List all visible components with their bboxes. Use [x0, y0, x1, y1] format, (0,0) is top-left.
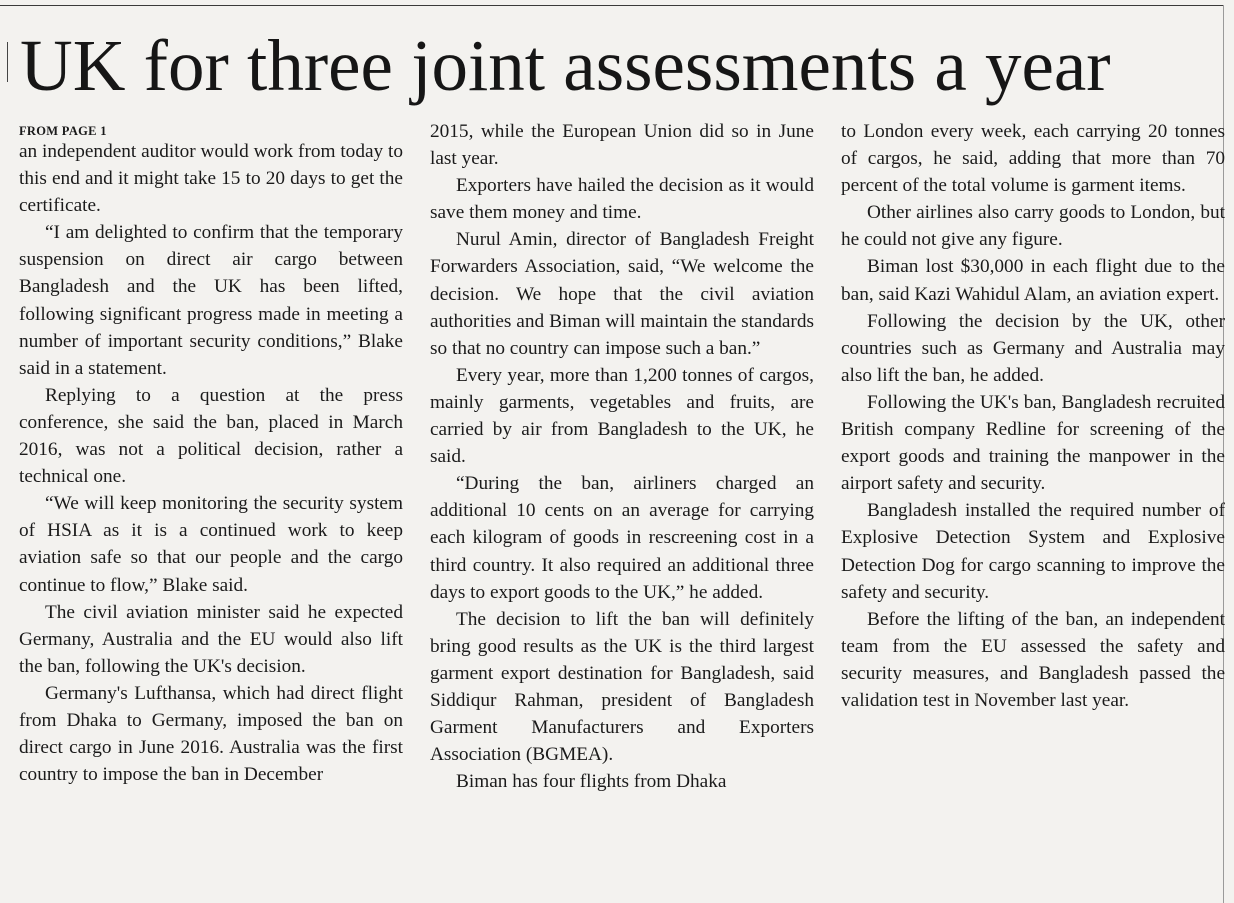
article-paragraph: Following the decision by the UK, other countries such as Germany and Australia may also lift the ban, he added.: [841, 310, 1225, 386]
article-paragraph: Other airlines also carry goods to London, but he could not give any figure.: [841, 202, 1225, 251]
article-paragraph: Nurul Amin, director of Bangladesh Freight Forwarders Association, said, “We welcome the decision. We hope that the civil aviation authorities and Biman will maintain the standards so that no country can impose such a ban.”: [430, 229, 814, 359]
article-paragraph: Exporters have hailed the decision as it would save them money and time.: [430, 175, 814, 224]
article-paragraph: Following the UK's ban, Bangladesh recruited British company Redline for screening of the export goods and training the manpower in the airport safety and security.: [841, 391, 1225, 495]
article-paragraph: Biman lost $30,000 in each flight due to the ban, said Kazi Wahidul Alam, an aviation expert.: [841, 256, 1225, 305]
column-3: [841, 118, 1225, 903]
article-paragraph: “I am delighted to confirm that the temporary suspension on direct air cargo between Bangladesh and the UK has been lifted, following significant progress made in meeting a number of important security conditions,” Blake said in a statement.: [19, 222, 403, 379]
article-paragraph: Biman has four flights from Dhaka: [456, 771, 727, 793]
article-paragraph: The decision to lift the ban will definitely bring good results as the UK is the third largest garment export destination for Bangladesh, said Siddiqur Rahman, president of Bangladesh Garment Manufacturers and Exporters Association (BGMEA).: [430, 608, 814, 766]
article-paragraph: Germany's Lufthansa, which had direct flight from Dhaka to Germany, imposed the ban on direct cargo in June 2016. Australia was the first country to impose the ban in December: [19, 682, 403, 786]
top-rule: [0, 5, 1224, 6]
article-paragraph: an independent auditor would work from today to this end and it might take 15 to 20 days to get the certificate.: [19, 141, 403, 217]
headline: UK for three joint assessments a year: [20, 25, 1111, 106]
article-paragraph: Every year, more than 1,200 tonnes of cargos, mainly garments, vegetables and fruits, are carried by air from Bangladesh to the UK, he said.: [430, 364, 814, 468]
article-paragraph: Bangladesh installed the required number of Explosive Detection System and Explosive Detection Dog for cargo scanning to improve the safety and security.: [841, 500, 1225, 603]
article-paragraph: Before the lifting of the ban, an independent team from the EU assessed the safety and security measures, and Bangladesh passed the validation test in November last year.: [841, 608, 1225, 711]
article-paragraph: to London every week, each carrying 20 tonnes of cargos, he said, adding that more than 70 percent of the total volume is garment items.: [841, 121, 1225, 197]
column-1: [19, 118, 403, 903]
column-2: [430, 118, 814, 903]
article-body: [19, 118, 1223, 903]
article-paragraph: The civil aviation minister said he expected Germany, Australia and the EU would also lift the ban, following the UK's decision.: [19, 601, 403, 677]
continued-from-label: FROM PAGE 1: [19, 124, 107, 138]
article-paragraph: “During the ban, airliners charged an additional 10 cents on an average for carrying each kilogram of goods in rescreening cost in a third country. It also required an additional three days to export goods to the UK,” he added.: [430, 473, 814, 603]
article-paragraph: Replying to a question at the press conference, she said the ban, placed in March 2016, was not a political decision, rather a technical one.: [19, 384, 403, 488]
article-paragraph: 2015, while the European Union did so in June last year.: [430, 121, 814, 170]
left-rule: [7, 42, 8, 82]
article-paragraph: “We will keep monitoring the security system of HSIA as it is a continued work to keep aviation safe so that our people and the cargo continue to flow,” Blake said.: [19, 493, 403, 596]
